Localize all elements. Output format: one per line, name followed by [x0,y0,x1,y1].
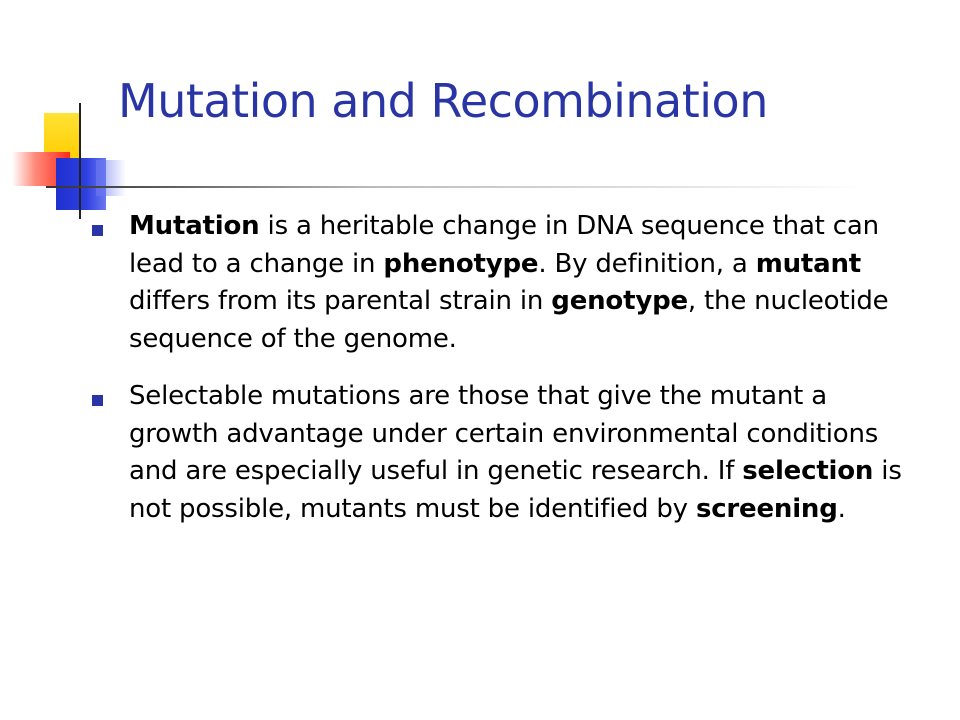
term-genotype: genotype [551,286,688,316]
term-screening: screening [695,493,838,524]
logo-vertical-line [79,103,81,219]
term-phenotype: phenotype [383,248,539,279]
bullet-item [92,208,912,358]
text-segment: , the nucleotide sequence of the genome. [129,286,889,354]
text-segment: . By definition, a [538,248,756,279]
text-segment: Selectable mutations are those that give the mutant a growth advantage under certain environmental conditions and are especially useful in genetic research. If [129,381,879,486]
bullet-square-icon [92,395,103,406]
slide-title: Mutation and Recombination [118,74,768,128]
text-segment: differs from its parental strain in [129,286,552,316]
bullet-list [92,208,912,548]
logo-blue-glow [96,160,126,196]
term-mutant: mutant [755,248,862,279]
bullet-text [129,378,912,528]
bullet-text [129,208,912,358]
text-segment: is not possible, mutants must be identified by [129,456,902,524]
text-segment: . [837,493,846,524]
text-segment: is a heritable change in DNA sequence that can lead to a change in [129,211,879,279]
term-selection: selection [742,456,874,486]
bullet-item [92,378,912,528]
term-mutation: Mutation [129,211,260,241]
title-divider-line [46,186,866,188]
bullet-square-icon [92,225,103,236]
